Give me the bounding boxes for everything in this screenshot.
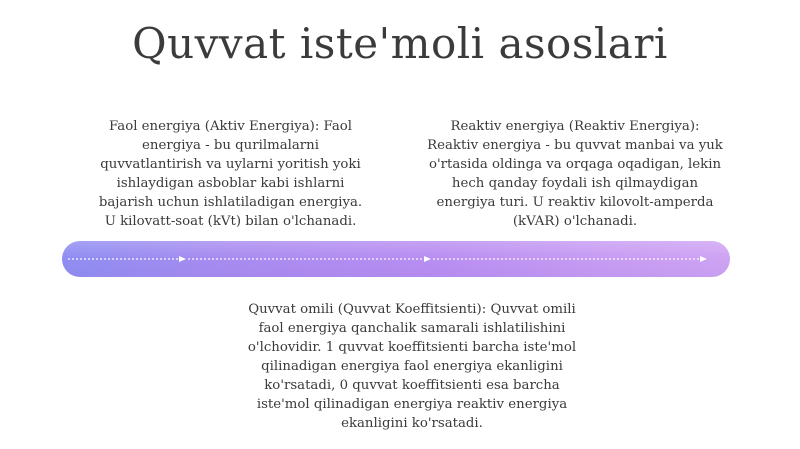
text-line: Reaktiv energiya - bu quvvat manbai va yuk [427, 138, 723, 153]
text-line: bajarish uchun ishlatiladigan energiya. [98, 195, 363, 210]
text-line: faol energiya qanchalik samarali ishlatilishini [258, 321, 566, 336]
text-line: Faol energiya (Aktiv Energiya): Faol [108, 119, 353, 134]
timeline-bar [62, 241, 730, 277]
text-line: ekanligini ko'rsatadi. [341, 416, 483, 431]
arrow-right-icon [700, 256, 707, 262]
text-line: o'rtasida oldinga va orqaga oqadigan, lekin [428, 157, 722, 172]
text-line: quvvatlantirish va uylarni yoritish yoki [100, 157, 361, 172]
text-line: energiya turi. U reaktiv kilovolt-amperda [436, 195, 714, 210]
text-line: ko'rsatadi, 0 quvvat koeffitsienti esa barcha [264, 378, 560, 393]
text-line: (kVAR) o'lchanadi. [512, 214, 638, 229]
text-line: o'lchovidir. 1 quvvat koeffitsienti barcha iste'mol [247, 340, 577, 355]
timeline-arrows [62, 241, 730, 277]
text-line: ishlaydigan asboblar kabi ishlarni [116, 176, 345, 191]
text-line: U kilovatt-soat (kVt) bilan o'lchanadi. [104, 214, 357, 229]
text-line: Reaktiv energiya (Reaktiv Energiya): [450, 119, 700, 134]
text-line: qilinadigan energiya faol energiya ekanligini [261, 359, 563, 374]
text-line: energiya - bu qurilmalarni [142, 138, 319, 153]
text-line: iste'mol qilinadigan energiya reaktiv energiya [256, 397, 568, 412]
slide-title: Quvvat iste'moli asoslari [132, 19, 668, 68]
text-line: Quvvat omili (Quvvat Koeffitsienti): Quvvat omili [248, 302, 576, 317]
power-factor-text [232, 300, 592, 433]
text-line: hech qanday foydali ish qilmaydigan [451, 176, 699, 191]
arrow-right-icon [424, 256, 431, 262]
reactive-energy-text [416, 117, 734, 231]
active-energy-text [78, 117, 383, 231]
arrow-right-icon [179, 256, 186, 262]
